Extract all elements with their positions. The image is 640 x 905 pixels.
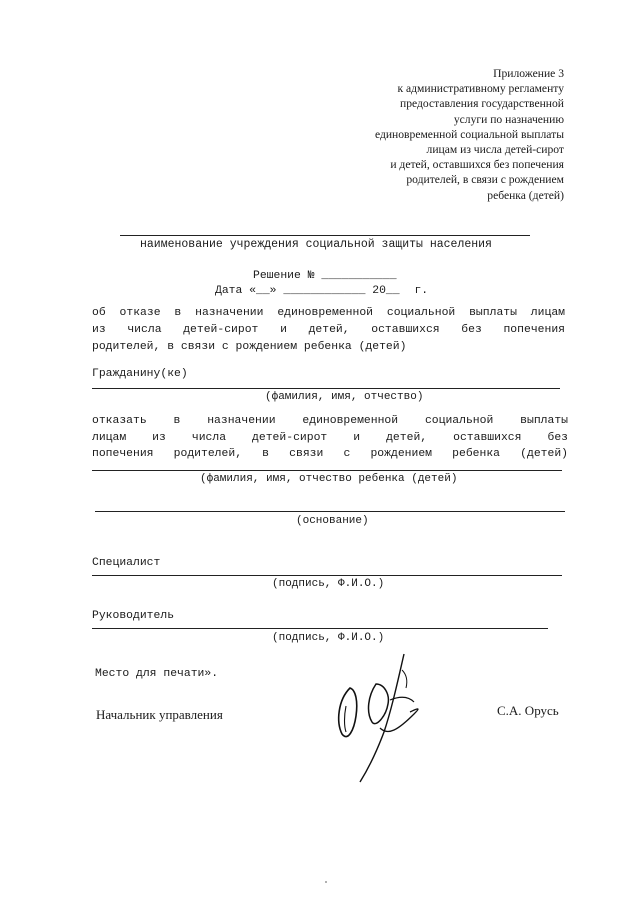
chief-title: Начальник управления — [96, 707, 223, 722]
decision-date-row — [215, 285, 428, 297]
appendix-line: предоставления государственной — [400, 97, 564, 111]
citizen-line — [92, 388, 560, 389]
decision-year: 20__ — [372, 285, 400, 297]
decision-number-value: ___________ — [321, 270, 397, 282]
scan-speck — [325, 881, 327, 883]
appendix-line: услуги по назначению — [453, 112, 564, 126]
decision-date-blank: ____________ — [283, 285, 366, 297]
appendix-line: единовременной социальной выплаты — [374, 127, 564, 141]
institution-caption: наименование учреждения социальной защиты населения — [140, 238, 492, 251]
refusal-line: отказать в назначении единовременной социальной выплаты — [92, 415, 568, 427]
appendix-line: и детей, оставшихся без попечения — [390, 158, 564, 172]
specialist-line — [92, 575, 562, 576]
decision-date-label: Дата «__» — [215, 285, 277, 297]
signature — [328, 650, 448, 790]
subject-line: из числа детей-сирот и детей, оставшихся без попечения — [92, 324, 565, 336]
specialist-label: Специалист — [92, 557, 161, 569]
basis-caption: (основание) — [296, 515, 369, 527]
stamp-label: Место для печати». — [95, 668, 219, 680]
chief-name: С.А. Орусь — [497, 703, 559, 718]
head-caption: (подпись, Ф.И.О.) — [272, 632, 385, 644]
appendix-line: родителей, в связи с рождением — [406, 173, 564, 187]
citizen-label: Гражданину(ке) — [92, 368, 188, 380]
specialist-caption: (подпись, Ф.И.О.) — [272, 578, 385, 590]
basis-line — [95, 511, 565, 512]
appendix-header — [304, 66, 564, 203]
refusal-line: лицам из числа детей-сирот и детей, оставшихся без — [92, 432, 568, 444]
subject-line: родителей, в связи с рождением ребенка (детей) — [92, 341, 407, 353]
child-caption: (фамилия, имя, отчество ребенка (детей) — [200, 473, 458, 485]
head-label: Руководитель — [92, 610, 175, 622]
appendix-line: лицам из числа детей-сирот — [426, 143, 564, 157]
institution-line — [120, 235, 530, 236]
decision-number-label: Решение № — [253, 270, 315, 282]
appendix-line: к административному регламенту — [397, 82, 564, 96]
appendix-line: Приложение 3 — [493, 67, 564, 80]
decision-year-suffix: г. — [414, 285, 429, 297]
head-line — [92, 628, 548, 629]
child-line — [92, 470, 562, 471]
citizen-caption: (фамилия, имя, отчество) — [265, 391, 424, 403]
decision-number-row — [253, 270, 397, 282]
refusal-line: попечения родителей, в связи с рождением ребенка (детей) — [92, 448, 568, 460]
subject-line: об отказе в назначении единовременной социальной выплаты лицам — [92, 307, 565, 319]
appendix-line: ребенка (детей) — [487, 188, 564, 202]
